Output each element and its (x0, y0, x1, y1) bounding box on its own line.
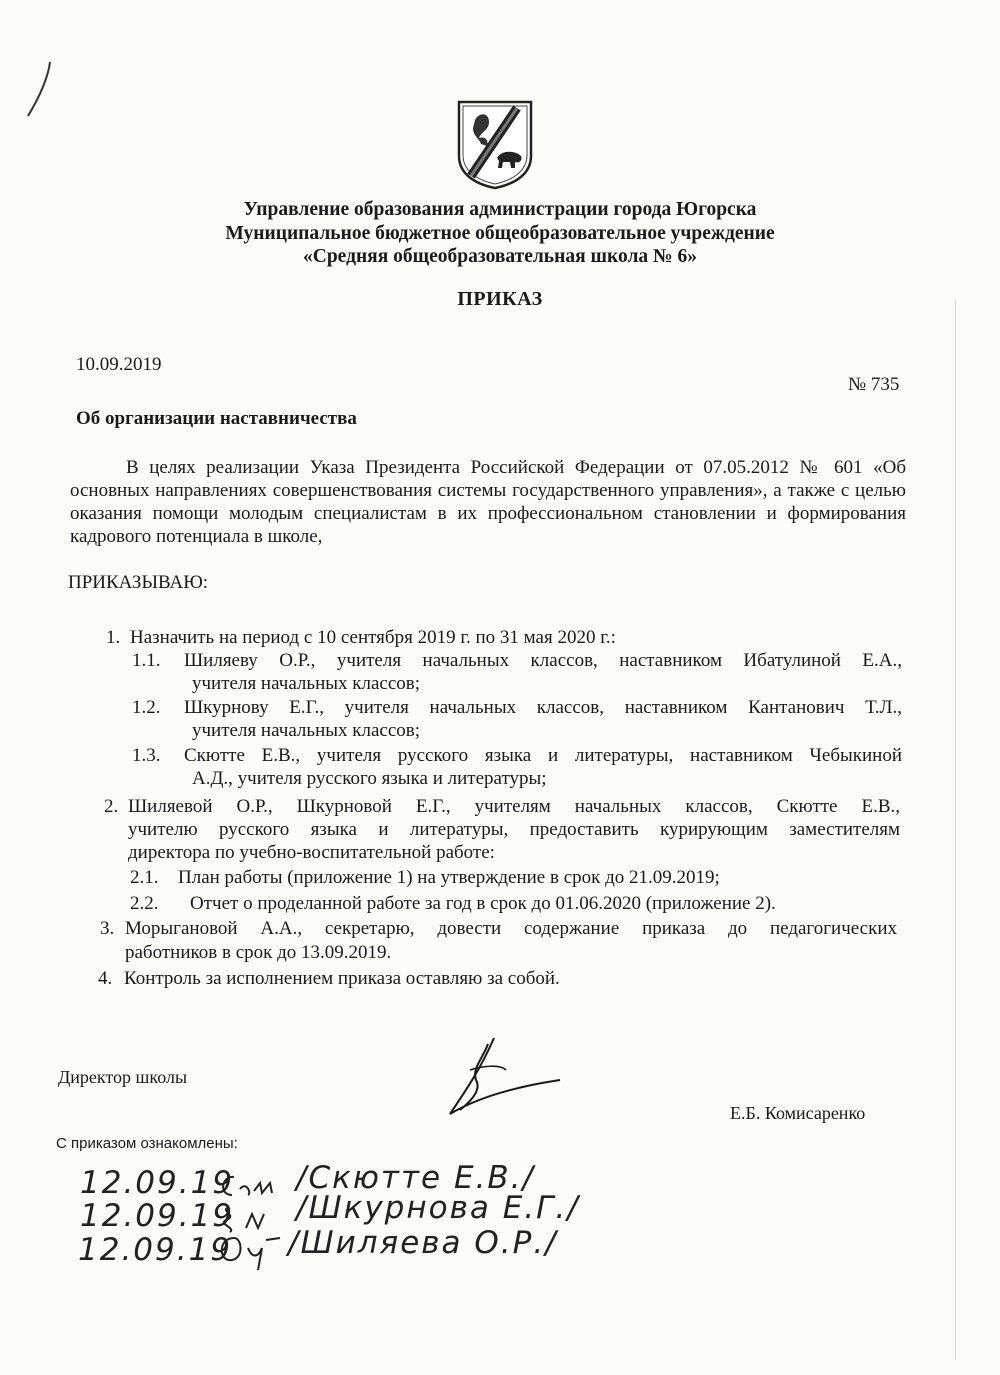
header-line-1: Управление образования администрации города Югорска (243, 199, 757, 220)
subitem-2-1-number: 2.1. (130, 867, 159, 888)
director-title: Директор школы (58, 1067, 188, 1087)
director-name: Е.Б. Комисаренко (730, 1103, 866, 1123)
scan-edge-line (955, 300, 956, 1360)
item-3-number: 3. (100, 918, 115, 939)
ack-row-2-date: 12.09.19 (80, 1198, 235, 1234)
ack-row-2-name: /Шкурнова Е.Г./ (296, 1190, 580, 1226)
subitem-1-1-cont: учителя начальных классов; (192, 673, 421, 694)
subitem-2-2-text: Отчет о проделанной работе за год в срок до 01.06.2020 (приложение 2). (190, 893, 776, 914)
coat-of-arms-icon (455, 98, 535, 190)
item-3-text: Морыгановой А.А., секретарю, довести содержание приказа до педагогических (125, 918, 897, 939)
subitem-1-1-number: 1.1. (132, 650, 161, 671)
ack-row-3-name: /Шиляева О.Р./ (288, 1225, 558, 1261)
item-2-number: 2. (104, 796, 119, 817)
subitem-1-3-text: Скютте Е.В., учителя русского языка и литературы, наставником Чебыкиной (184, 745, 902, 766)
item-3-cont: работников в срок до 13.09.2019. (125, 942, 392, 963)
header-line-3: «Средняя общеобразовательная школа № 6» (303, 246, 697, 267)
director-signature (410, 1030, 570, 1125)
preamble-paragraph: В целях реализации Указа Президента Российской Федерации от 07.05.2012 № 601 «Об основных направлениях совершенствования системы государственного управления», а также с целью оказания помощи молодым специалистам в их профессиональном становлении и формирования кадрового потенциала в школе, (70, 457, 906, 547)
subitem-1-3-number: 1.3. (132, 745, 161, 766)
subitem-1-3-cont: А.Д., учителя русского языка и литературы; (192, 768, 547, 789)
header-line-2: Муниципальное бюджетное общеобразовательное учреждение (225, 223, 775, 244)
subitem-1-2-cont: учителя начальных классов; (192, 720, 421, 741)
subitem-1-1-text: Шиляеву О.Р., учителя начальных классов, наставником Ибатулиной Е.А., (184, 650, 902, 671)
item-4-text: Контроль за исполнением приказа оставляю за собой. (124, 968, 560, 989)
margin-pen-mark (22, 60, 62, 120)
item-1-number: 1. (106, 627, 121, 648)
item-4-number: 4. (98, 968, 113, 989)
subitem-1-2-number: 1.2. (132, 697, 161, 718)
ack-row-1-date: 12.09.19 (80, 1165, 235, 1201)
order-word: ПРИКАЗЫВАЮ: (68, 572, 209, 593)
acquainted-label: С приказом ознакомлены: (56, 1135, 238, 1152)
subitem-1-2-text: Шкурнову Е.Г., учителя начальных классов, наставником Кантанович Т.Л., (184, 697, 902, 718)
order-subject: Об организации наставничества (76, 408, 357, 429)
ack-row-3-initials (212, 1228, 292, 1273)
ack-row-1-name: /Скютте Е.В./ (296, 1160, 535, 1196)
item-2-cont-1: учителю русского языка и литературы, предоставить курирующим заместителям (128, 819, 900, 840)
item-1-text: Назначить на период с 10 сентября 2019 г. по 31 мая 2020 г.: (130, 627, 616, 648)
document-title: ПРИКАЗ (457, 288, 543, 310)
subitem-2-2-number: 2.2. (130, 893, 159, 914)
subitem-2-1-text: План работы (приложение 1) на утверждение в срок до 21.09.2019; (178, 867, 720, 888)
item-2-cont-2: директора по учебно-воспитательной работе: (128, 842, 495, 863)
order-date: 10.09.2019 (76, 354, 162, 375)
ack-row-3-date: 12.09.19 (78, 1232, 233, 1268)
item-2-text: Шиляевой О.Р., Шкурновой Е.Г., учителям начальных классов, Скютте Е.В., (128, 796, 900, 817)
order-number: № 735 (848, 374, 900, 395)
